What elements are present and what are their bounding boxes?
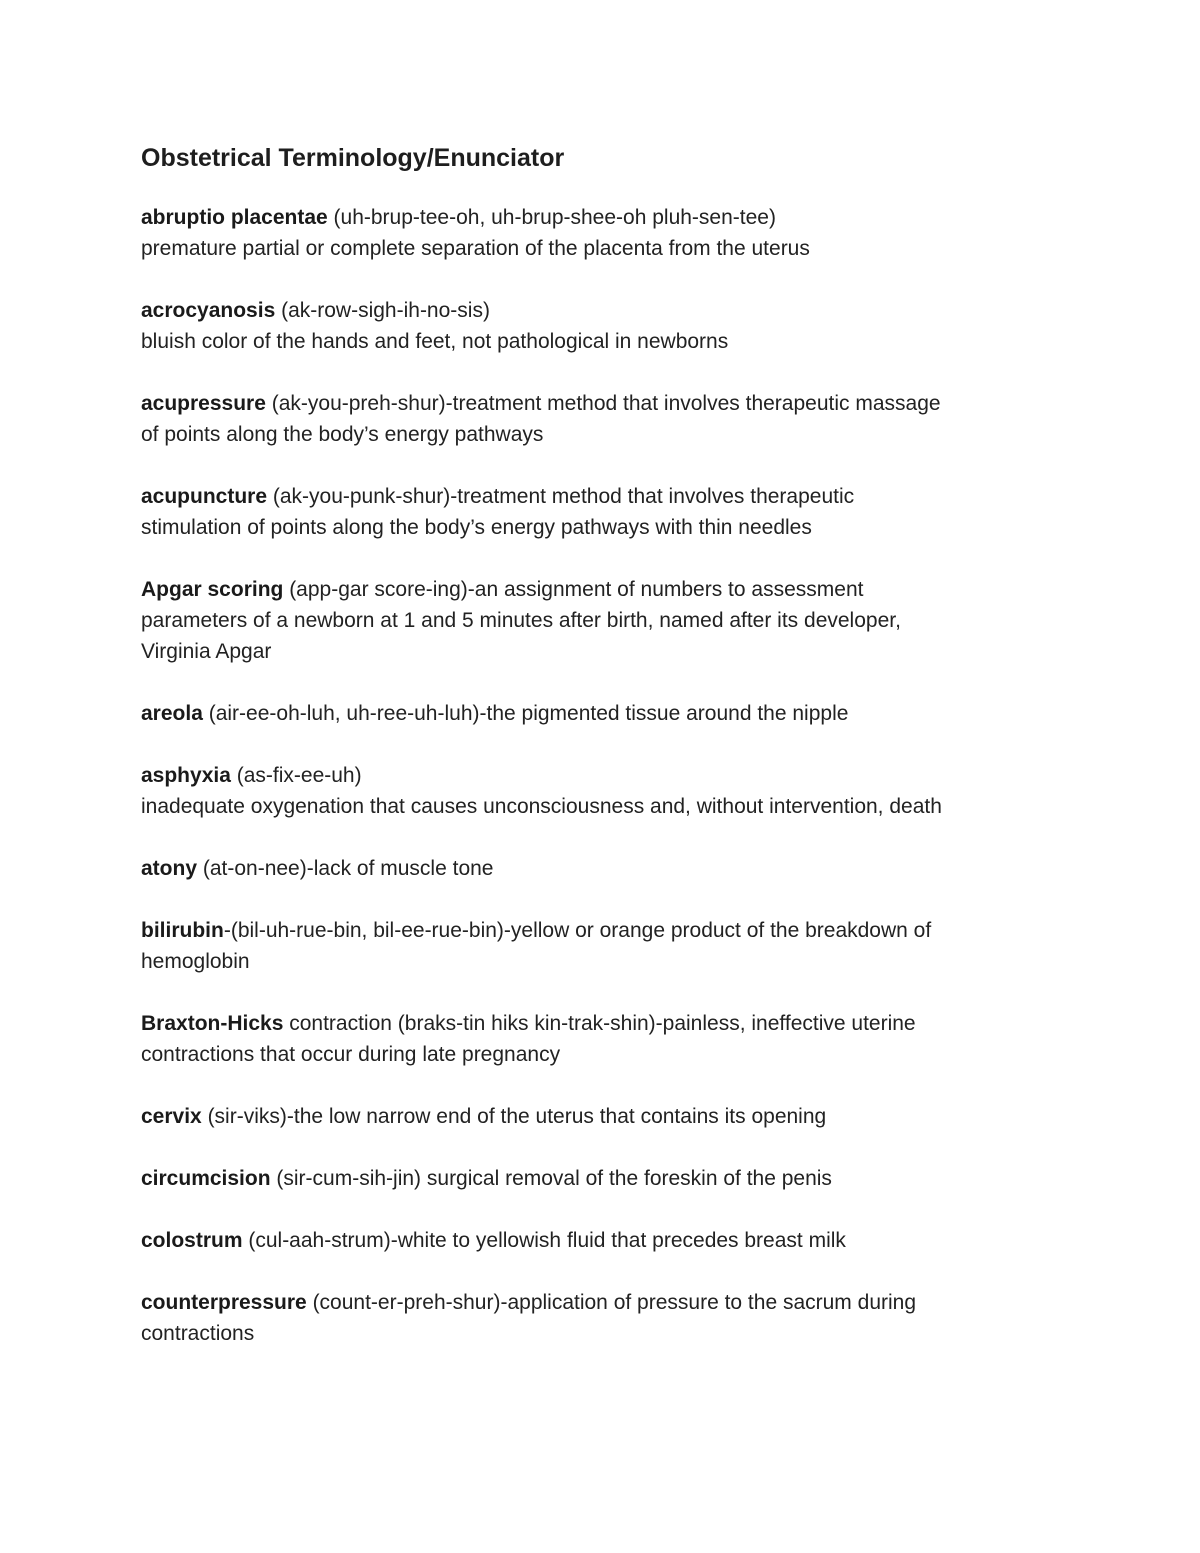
term: counterpressure	[141, 1291, 307, 1314]
entry-line	[141, 481, 1061, 512]
entry-line	[141, 295, 1061, 326]
term: abruptio placentae	[141, 206, 328, 229]
entry-line	[141, 698, 1061, 729]
entry-line	[141, 1008, 1061, 1039]
definition-text: contractions	[141, 1322, 255, 1345]
definition-text: hemoglobin	[141, 950, 250, 973]
definition-text: stimulation of points along the body’s energy pathways with thin needles	[141, 516, 812, 539]
pronunciation-definition: (air-ee-oh-luh, uh-ree-uh-luh)-the pigmented tissue around the nipple	[202, 702, 849, 725]
term: colostrum	[141, 1229, 243, 1252]
entry-line	[141, 233, 1061, 264]
entry-line	[141, 1225, 1061, 1256]
pronunciation-definition: (cul-aah-strum)-white to yellowish fluid that precedes breast milk	[242, 1229, 846, 1252]
glossary-entry	[141, 295, 1061, 357]
pronunciation-definition: contraction (braks-tin hiks kin-trak-shin)-painless, ineffective uterine	[283, 1012, 916, 1035]
glossary-entry	[141, 698, 1061, 729]
term: Apgar scoring	[141, 578, 284, 601]
pronunciation-definition: (sir-cum-sih-jin) surgical removal of the foreskin of the penis	[270, 1167, 832, 1190]
entry-line	[141, 1101, 1061, 1132]
glossary-entry	[141, 202, 1061, 264]
entry-line	[141, 202, 1061, 233]
entry-line	[141, 1318, 1061, 1349]
document-page	[141, 138, 1061, 1380]
pronunciation-definition: -(bil-uh-rue-bin, bil-ee-rue-bin)-yellow or orange product of the breakdown of	[223, 919, 932, 942]
glossary-entry	[141, 1101, 1061, 1132]
glossary-list	[141, 202, 1061, 1349]
definition-text: contractions that occur during late pregnancy	[141, 1043, 561, 1066]
glossary-entry	[141, 915, 1061, 977]
term: cervix	[141, 1105, 202, 1128]
pronunciation-definition: (sir-viks)-the low narrow end of the uterus that contains its opening	[201, 1105, 827, 1128]
glossary-entry	[141, 388, 1061, 450]
pronunciation-definition: (app-gar score-ing)-an assignment of numbers to assessment	[283, 578, 864, 601]
entry-line	[141, 791, 1061, 822]
entry-line	[141, 419, 1061, 450]
term: atony	[141, 857, 198, 880]
entry-line	[141, 915, 1061, 946]
term: bilirubin	[141, 919, 224, 942]
entry-line	[141, 388, 1061, 419]
pronunciation-definition: (uh-brup-tee-oh, uh-brup-shee-oh pluh-sen-tee)	[327, 206, 776, 229]
pronunciation-definition: (as-fix-ee-uh)	[230, 764, 362, 787]
definition-text: inadequate oxygenation that causes unconsciousness and, without intervention, death	[141, 795, 942, 818]
definition-text: bluish color of the hands and feet, not pathological in newborns	[141, 330, 729, 353]
term: circumcision	[141, 1167, 271, 1190]
term: Braxton-Hicks	[141, 1012, 284, 1035]
glossary-entry	[141, 1287, 1061, 1349]
glossary-entry	[141, 574, 1061, 667]
pronunciation-definition: (at-on-nee)-lack of muscle tone	[197, 857, 494, 880]
entry-line	[141, 574, 1061, 605]
pronunciation-definition: (ak-you-punk-shur)-treatment method that involves therapeutic	[267, 485, 855, 508]
pronunciation-definition: (ak-row-sigh-ih-no-sis)	[275, 299, 490, 322]
entry-line	[141, 512, 1061, 543]
entry-line	[141, 1163, 1061, 1194]
entry-line	[141, 1039, 1061, 1070]
glossary-entry	[141, 853, 1061, 884]
term: acupressure	[141, 392, 266, 415]
term: acrocyanosis	[141, 299, 276, 322]
entry-line	[141, 946, 1061, 977]
entry-line	[141, 760, 1061, 791]
entry-line	[141, 605, 1061, 636]
glossary-entry	[141, 1008, 1061, 1070]
pronunciation-definition: (count-er-preh-shur)-application of pressure to the sacrum during	[306, 1291, 917, 1314]
glossary-entry	[141, 481, 1061, 543]
definition-text: Virginia Apgar	[141, 640, 272, 663]
definition-text: parameters of a newborn at 1 and 5 minutes after birth, named after its developer,	[141, 609, 901, 632]
glossary-entry	[141, 1225, 1061, 1256]
page-title: Obstetrical Terminology/Enunciator	[141, 144, 565, 172]
entry-line	[141, 326, 1061, 357]
entry-line	[141, 636, 1061, 667]
definition-text: premature partial or complete separation of the placenta from the uterus	[141, 237, 810, 260]
definition-text: of points along the body’s energy pathways	[141, 423, 544, 446]
term: areola	[141, 702, 203, 725]
pronunciation-definition: (ak-you-preh-shur)-treatment method that involves therapeutic massage	[265, 392, 941, 415]
entry-line	[141, 853, 1061, 884]
term: asphyxia	[141, 764, 231, 787]
term: acupuncture	[141, 485, 268, 508]
entry-line	[141, 1287, 1061, 1318]
glossary-entry	[141, 760, 1061, 822]
glossary-entry	[141, 1163, 1061, 1194]
